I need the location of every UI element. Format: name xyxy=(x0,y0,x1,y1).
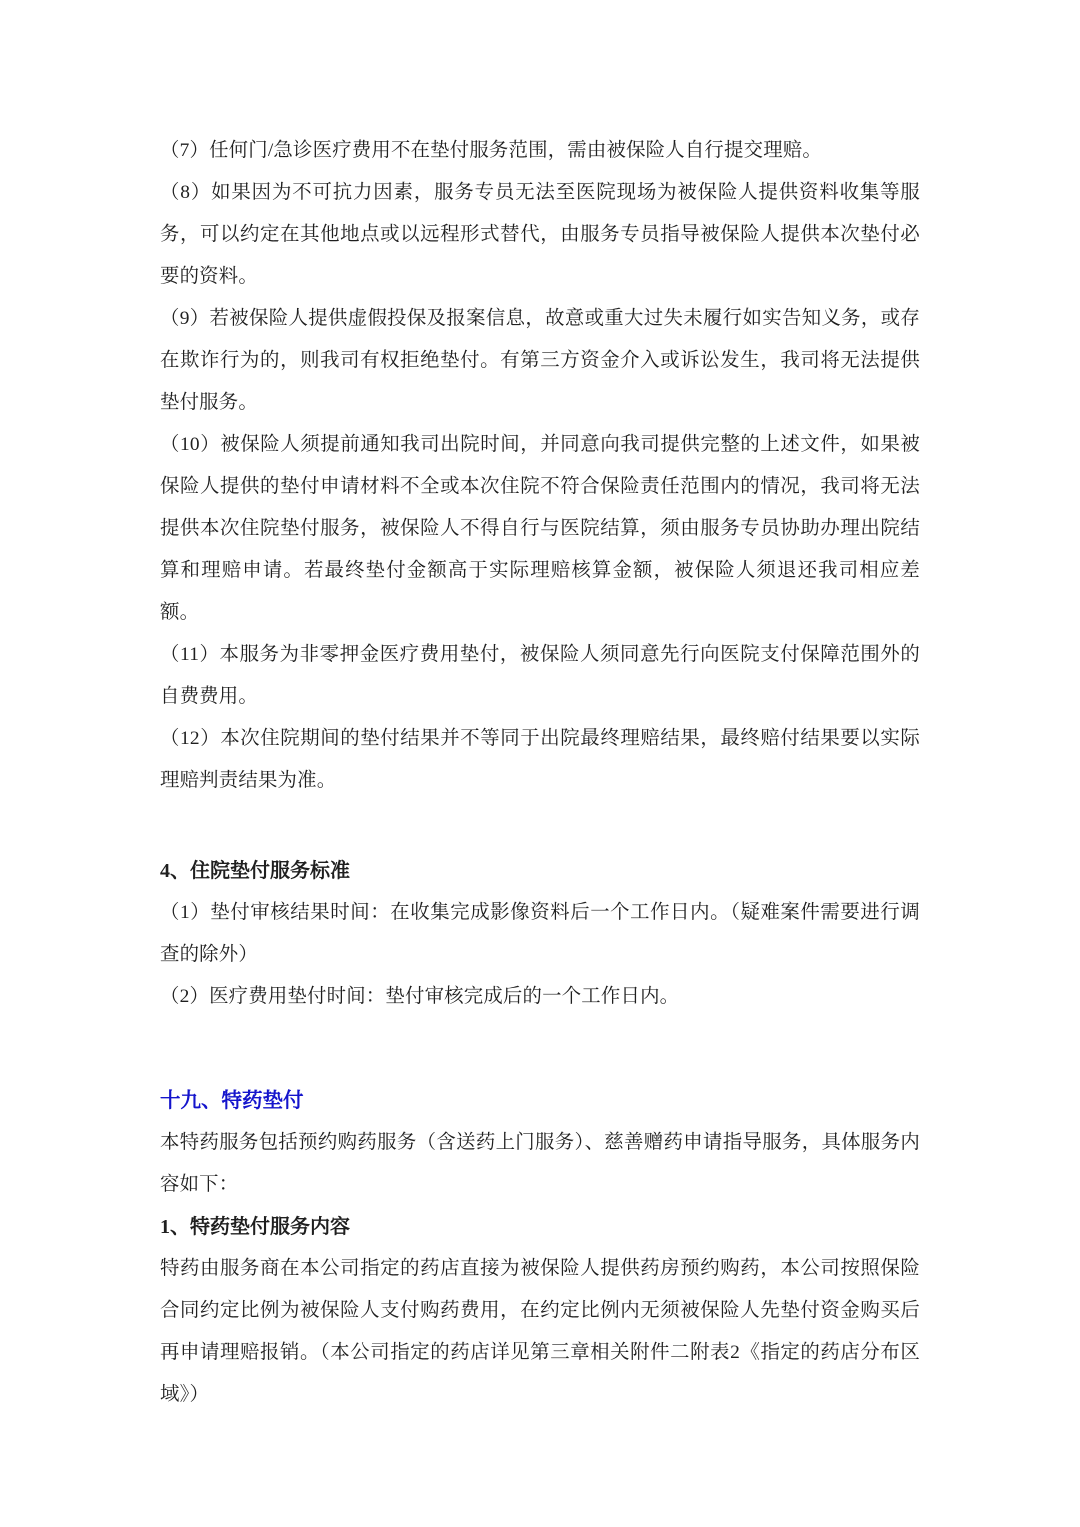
clause-8-paragraph: （8）如果因为不可抗力因素，服务专员无法至医院现场为被保险人提供资料收集等服务，可以约定在其他地点或以远程形式替代，由服务专员指导被保险人提供本次垫付必要的资料。 xyxy=(160,182,920,287)
standard-clause-1-paragraph: （1）垫付审核结果时间：在收集完成影像资料后一个工作日内。（疑难案件需要进行调查的除外） xyxy=(160,902,920,965)
subsection-heading-special-drug-content: 1、特药垫付服务内容 xyxy=(160,1216,350,1238)
special-drug-detail-paragraph: 特药由服务商在本公司指定的药店直接为被保险人提供药房预约购药，本公司按照保险合同约定比例为被保险人支付购药费用，在约定比例内无须被保险人先垫付资金购买后再申请理赔报销。（本公司指定的药店详见第三章相关附件二附表2《指定的药店分布区域》） xyxy=(160,1258,920,1405)
clause-7-paragraph: （7）任何门/急诊医疗费用不在垫付服务范围，需由被保险人自行提交理赔。 xyxy=(160,140,822,161)
clause-12-paragraph: （12）本次住院期间的垫付结果并不等同于出院最终理赔结果，最终赔付结果要以实际理赔判责结果为准。 xyxy=(160,728,920,791)
clause-10-paragraph: （10）被保险人须提前通知我司出院时间，并同意向我司提供完整的上述文件，如果被保险人提供的垫付申请材料不全或本次住院不符合保险责任范围内的情况，我司将无法提供本次住院垫付服务，被保险人不得自行与医院结算，须由服务专员协助办理出院结算和理赔申请。若最终垫付金额高于实际理赔核算金额，被保险人须退还我司相应差额。 xyxy=(160,434,920,623)
special-drug-intro-paragraph: 本特药服务包括预约购药服务（含送药上门服务）、慈善赠药申请指导服务，具体服务内容如下： xyxy=(160,1132,920,1195)
clause-11-paragraph: （11）本服务为非零押金医疗费用垫付，被保险人须同意先行向医院支付保障范围外的自费费用。 xyxy=(160,644,920,707)
document-content xyxy=(160,130,920,1416)
chapter-heading-special-drug-advance: 十九、特药垫付 xyxy=(160,1090,304,1112)
standard-clause-2-paragraph: （2）医疗费用垫付时间：垫付审核完成后的一个工作日内。 xyxy=(160,986,680,1007)
section-heading-hospitalization-standard: 4、住院垫付服务标准 xyxy=(160,860,350,882)
clause-9-paragraph: （9）若被保险人提供虚假投保及报案信息，故意或重大过失未履行如实告知义务，或存在欺诈行为的，则我司有权拒绝垫付。有第三方资金介入或诉讼发生，我司将无法提供垫付服务。 xyxy=(160,308,920,413)
